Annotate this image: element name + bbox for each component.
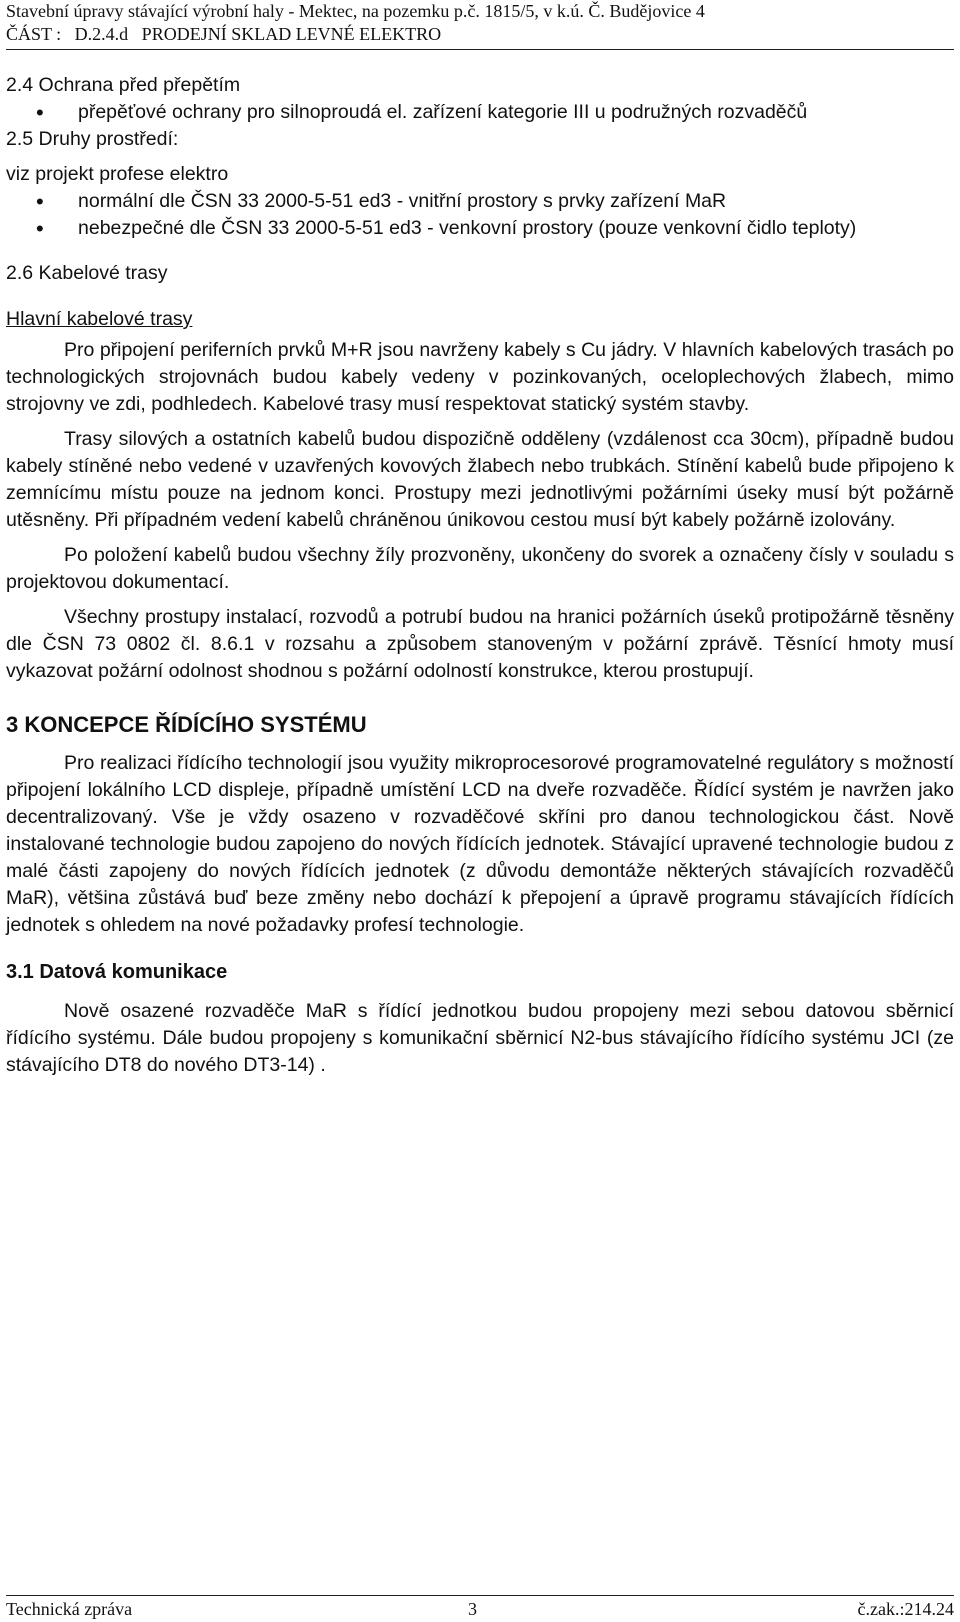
header-part-line: ČÁST : D.2.4.d PRODEJNÍ SKLAD LEVNÉ ELEKTRO	[6, 24, 442, 44]
section-2-6-title: 2.6 Kabelové trasy	[6, 262, 168, 284]
section-2-6-paragraph: Všechny prostupy instalací, rozvodů a potrubí budou na hranici požárních úseků protipožárně těsněny dle ČSN 73 0802 čl. 8.6.1 v rozsahu a způsobem stanoveným v požární zprávě. Těsnící hmoty musí vykazovat požární odolnost shodnou s požární odolností konstrukce, kterou prostupují.	[6, 606, 954, 682]
section-2-6-paragraph: Trasy silových a ostatních kabelů budou dispozičně odděleny (vzdálenost cca 30cm), případně budou kabely stíněné nebo vedené v uzavřených kovových žlabech nebo trubkách. Stínění kabelů bude připojeno k zemnícímu místu pouze na jednom konci. Prostupy mezi jednotlivými požárními úseky musí být požárně utěsněny. Při případném vedení kabelů chráněnou únikovou cestou musí být kabely požárně izolovány.	[6, 428, 954, 531]
document-body	[6, 72, 954, 1079]
section-3-title: 3 KONCEPCE ŘÍDÍCÍHO SYSTÉMU	[6, 712, 367, 737]
header-project-line: Stavební úpravy stávající výrobní haly - Mektec, na pozemku p.č. 1815/5, v k.ú. Č. Budějovice 4	[6, 1, 705, 21]
section-2-5-title: 2.5 Druhy prostředí:	[6, 128, 179, 150]
section-2-4-list	[6, 99, 954, 126]
header-divider	[6, 49, 954, 50]
page-header	[6, 0, 954, 46]
section-2-6-paragraph: Pro připojení periferních prvků M+R jsou navrženy kabely s Cu jádry. V hlavních kabelových trasách po technologických strojovnách budou kabely vedeny v pozinkovaných, oceloplechových žlabech, mimo strojovny ve zdi, podhledech. Kabelové trasy musí respektovat statický systém stavby.	[6, 339, 954, 415]
page-footer	[6, 1597, 954, 1621]
section-2-5-intro: viz projekt profese elektro	[6, 163, 229, 185]
list-item: • normální dle ČSN 33 2000-5-51 ed3 - vnitřní prostory s prvky zařízení MaR	[6, 188, 954, 215]
footer-doc-name: Technická zpráva	[6, 1599, 133, 1619]
section-2-6-subtitle: Hlavní kabelové trasy	[6, 308, 193, 330]
list-item: • nebezpečné dle ČSN 33 2000-5-51 ed3 - venkovní prostory (pouze venkovní čidlo teploty)	[6, 215, 954, 242]
section-2-4-title: 2.4 Ochrana před přepětím	[6, 74, 241, 96]
section-3-paragraph: Pro realizaci řídícího technologií jsou využity mikroprocesorové programovatelné regulátory s možností připojení lokálního LCD displeje, případně umístění LCD na dveře rozvaděče. Řídící systém je navržen jako decentralizovaný. Vše je vždy osazeno v rozvaděčové skříni pro danou technologickou část. Nově instalované technologie budou zapojeno do nových řídících jednotek. Stávající upravené technologie budou z malé části zapojeny do nových řídících jednotek (z důvodu demontáže některých stávajících rozvaděčů MaR), většina zůstává buď beze změny nebo dochází k přepojení a úpravě programu stávajících řídících jednotek s ohledem na nové požadavky profesí technologie.	[6, 752, 954, 936]
list-item: • přepěťové ochrany pro silnoproudá el. zařízení kategorie III u podružných rozvaděčů	[6, 99, 954, 126]
footer-divider	[6, 1595, 954, 1596]
section-2-5-list	[6, 188, 954, 242]
section-3-1-paragraph: Nově osazené rozvaděče MaR s řídící jednotkou budou propojeny mezi sebou datovou sběrnicí řídícího systému. Dále budou propojeny s komunikační sběrnicí N2-bus stávajícího řídícího systému JCI (ze stávajícího DT8 do nového DT3-14) .	[6, 1000, 954, 1076]
footer-contract-number: č.zak.:214.24	[857, 1599, 954, 1619]
page-number: 3	[468, 1599, 477, 1619]
section-2-6-paragraph: Po položení kabelů budou všechny žíly prozvoněny, ukončeny do svorek a označeny čísly v souladu s projektovou dokumentací.	[6, 544, 954, 593]
section-3-1-title: 3.1 Datová komunikace	[6, 961, 228, 983]
